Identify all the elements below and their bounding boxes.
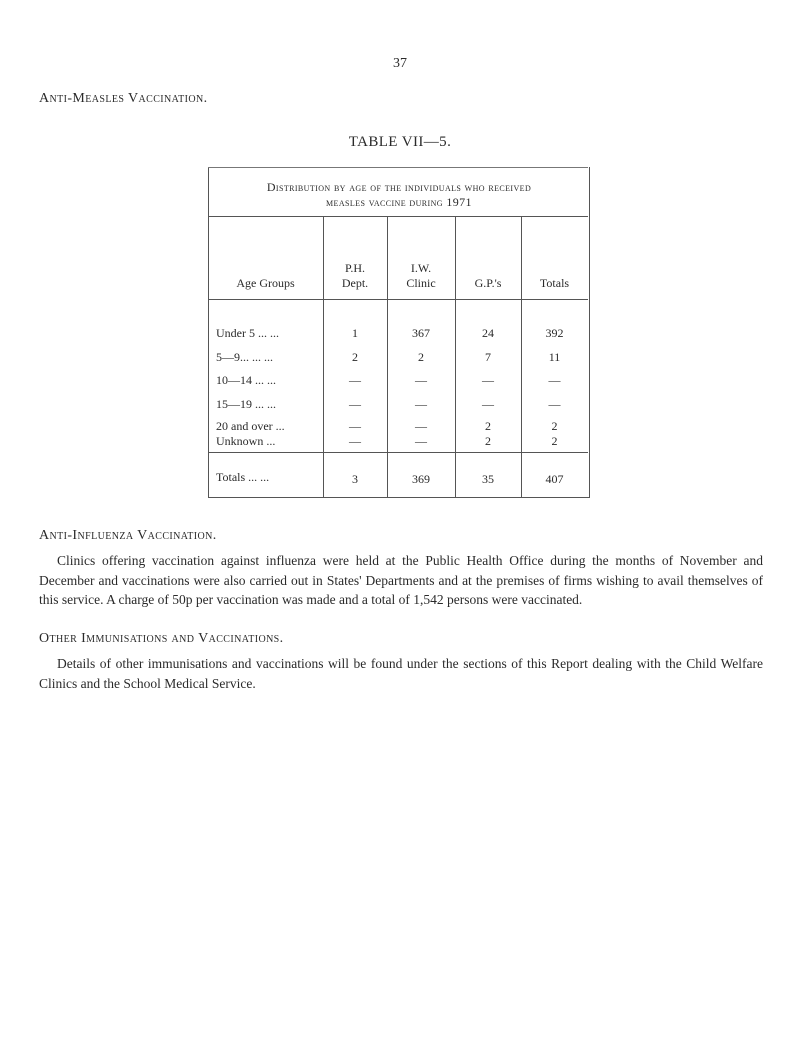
header-gps: G.P.'s xyxy=(474,276,502,290)
cell-gp: 2 xyxy=(485,419,491,433)
header-iw-clinic-line2: Clinic xyxy=(406,276,436,290)
row-age: 15—19 ... ... xyxy=(216,397,276,411)
total-iw: 369 xyxy=(412,472,430,486)
cell-gp: 24 xyxy=(482,326,494,340)
total-all: 407 xyxy=(545,472,564,486)
header-age-groups: Age Groups xyxy=(236,276,295,290)
cell-gp: 2 xyxy=(485,434,491,448)
table-top-border xyxy=(208,167,588,168)
header-iw-clinic-line1: I.W. xyxy=(410,261,432,275)
cell-ph: 1 xyxy=(352,326,358,340)
header-totals: Totals xyxy=(539,276,570,290)
cell-iw: 2 xyxy=(418,350,424,364)
row-age: 20 and over ... xyxy=(216,419,285,433)
table-caption xyxy=(208,180,590,210)
cell-ph: 2 xyxy=(352,350,358,364)
influenza-heading: Anti-Influenza Vaccination. xyxy=(39,528,217,543)
caption-line-2: measles vaccine during 1971 xyxy=(326,195,472,209)
other-immunisations-paragraph xyxy=(39,654,763,693)
cell-gp: — xyxy=(482,373,494,387)
other-immunisations-text: Details of other immunisations and vaccinations will be found under the sections of this Report dealing with the Child Welfare Clinics and the School Medical Service. xyxy=(39,656,763,691)
cell-ph: — xyxy=(349,434,361,448)
cell-total: 2 xyxy=(551,419,558,433)
header-top-rule xyxy=(208,216,588,217)
total-gp: 35 xyxy=(482,472,494,486)
other-immunisations-heading: Other Immunisations and Vaccinations. xyxy=(39,631,284,646)
cell-iw: — xyxy=(415,397,427,411)
cell-total: — xyxy=(548,373,561,387)
header-ph-dept-line1: P.H. xyxy=(344,261,365,275)
header-bottom-rule xyxy=(208,299,588,300)
cell-ph: — xyxy=(349,397,361,411)
table-title: TABLE VII—5. xyxy=(348,134,452,150)
totals-rule xyxy=(208,452,588,453)
measles-heading: Anti-Measles Vaccination. xyxy=(39,91,208,106)
row-age: 10—14 ... ... xyxy=(216,373,276,387)
cell-total: 2 xyxy=(551,434,558,448)
totals-label: Totals ... ... xyxy=(216,470,270,484)
cell-iw: — xyxy=(415,373,427,387)
cell-iw: 367 xyxy=(412,326,430,340)
cell-iw: — xyxy=(415,434,427,448)
cell-gp: 7 xyxy=(485,350,491,364)
cell-iw: — xyxy=(415,419,427,433)
caption-line-1: Distribution by age of the individuals who received xyxy=(266,180,532,194)
cell-gp: — xyxy=(482,397,494,411)
row-age: 5—9... ... ... xyxy=(216,350,273,364)
cell-ph: — xyxy=(349,419,361,433)
header-ph-dept-line2: Dept. xyxy=(341,276,369,290)
influenza-paragraph xyxy=(39,551,763,610)
cell-total: — xyxy=(548,397,561,411)
cell-total: 392 xyxy=(545,326,564,340)
page-number: 37 xyxy=(393,56,407,71)
row-age: Unknown ... xyxy=(216,434,276,448)
total-ph: 3 xyxy=(352,472,358,486)
influenza-text: Clinics offering vaccination against influenza were held at the Public Health Office during the months of November and December and vaccinations were also carried out in States' Departments and at the premises of firms wishing to avail themselves of this service. A charge of 50p per vaccination was made and a total of 1,542 persons were vaccinated. xyxy=(39,553,763,607)
cell-ph: — xyxy=(349,373,361,387)
row-age: Under 5 ... ... xyxy=(216,326,279,340)
cell-total: 11 xyxy=(548,350,561,364)
